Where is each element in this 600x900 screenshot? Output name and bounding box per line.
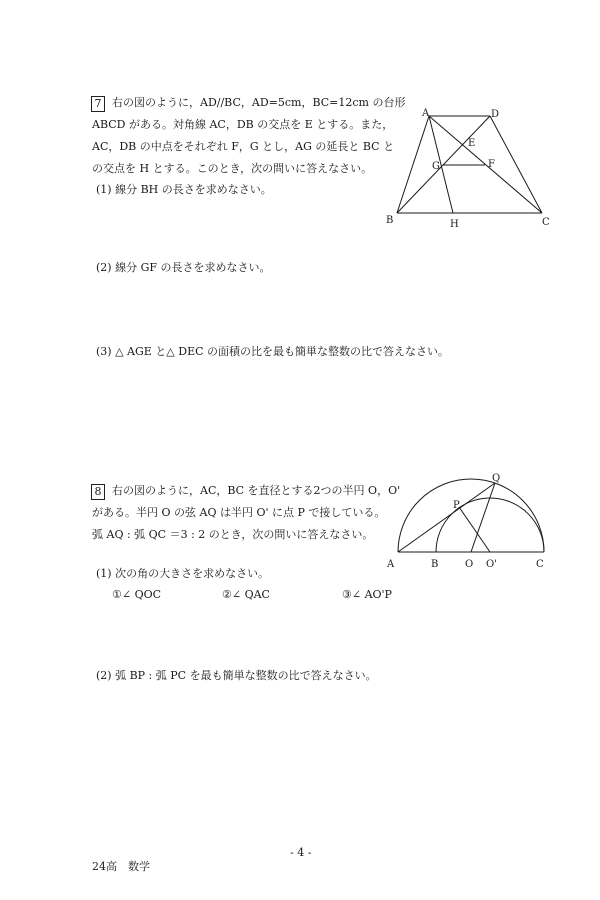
label-h: H	[450, 219, 459, 230]
segment-o-prime-p	[459, 507, 490, 552]
question-7-line-3: AC，DB の中点をそれぞれ F，G とし，AG の延長と BC と	[92, 140, 395, 153]
segment-ab	[397, 116, 429, 213]
question-7-line-1: 右の図のように，AD//BC，AD=5cm，BC=12cm の台形	[112, 96, 406, 109]
question-8-number: 8	[91, 484, 105, 500]
label-c: C	[536, 559, 544, 570]
footer-subject: 24高 数学	[92, 860, 150, 873]
label-d: D	[491, 109, 500, 120]
question-8-line-3: 弧 AQ : 弧 QC ＝3 : 2 のとき，次の問いに答えなさい。	[92, 528, 374, 541]
label-a: A	[422, 108, 430, 119]
chord-aq	[398, 483, 495, 552]
angle-qac: ②∠ QAC	[222, 588, 270, 601]
label-p: P	[453, 500, 460, 511]
label-b: B	[431, 559, 439, 570]
label-c: C	[542, 217, 550, 228]
semicircle-figure	[378, 470, 558, 575]
question-7-sub-2: (2) 線分 GF の長さを求めなさい。	[96, 261, 271, 274]
question-7-sub-1: (1) 線分 BH の長さを求めなさい。	[96, 183, 272, 196]
semicircle-o	[398, 479, 544, 552]
question-7-line-2: ABCD がある。対角線 AC，DB の交点を E とする。また，	[92, 118, 394, 131]
question-7-line-4: の交点を H とする。このとき，次の問いに答えなさい。	[92, 162, 373, 175]
question-7-number: 7	[91, 96, 105, 112]
angle-qoc: ①∠ QOC	[112, 588, 162, 601]
label-g: G	[432, 161, 440, 172]
question-7-sub-3: (3) △ AGE と△ DEC の面積の比を最も簡単な整数の比で答えなさい。	[96, 345, 450, 358]
page-number: - 4 -	[290, 846, 312, 859]
label-e: E	[468, 138, 476, 149]
segment-dc	[490, 116, 542, 213]
label-q: Q	[492, 473, 501, 484]
label-o-prime: O'	[486, 559, 497, 570]
label-b: B	[386, 215, 394, 226]
label-o: O	[465, 559, 474, 570]
question-8-sub-1: (1) 次の角の大きさを求めなさい。	[96, 567, 270, 580]
angle-ao-p: ③∠ AO'P	[342, 588, 392, 601]
trapezoid-figure	[380, 105, 555, 230]
label-a: A	[387, 559, 395, 570]
question-8-line-1: 右の図のように，AC，BC を直径とする2つの半円 O，O'	[112, 484, 401, 497]
label-f: F	[488, 159, 495, 170]
question-8-sub-2: (2) 弧 BP : 弧 PC を最も簡単な整数の比で答えなさい。	[96, 669, 377, 682]
question-8-line-2: がある。半円 O の弦 AQ は半円 O' に点 P で接している。	[92, 506, 386, 519]
